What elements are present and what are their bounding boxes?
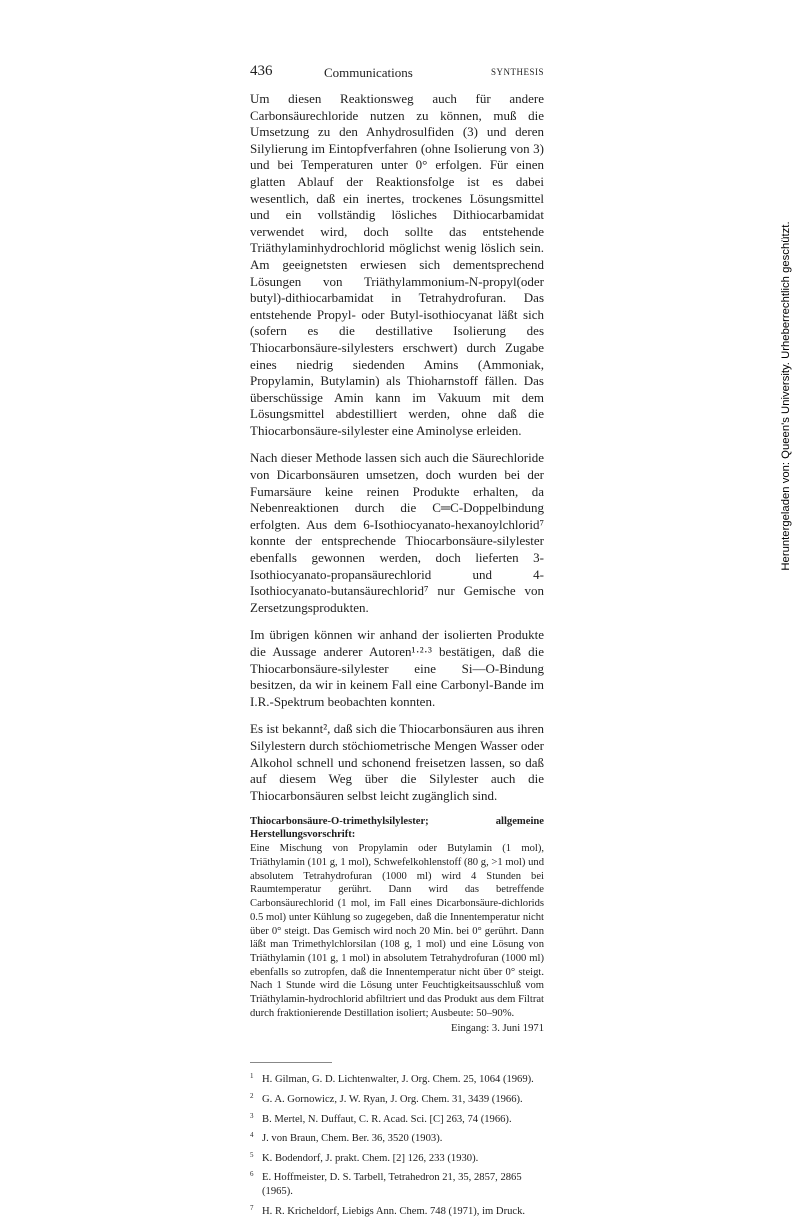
journal-name: SYNTHESIS bbox=[490, 67, 544, 77]
reference-number: 3 bbox=[250, 1111, 254, 1120]
procedure-text: Eine Mischung von Propylamin oder Butylamin (1 mol), Triäthylamin (101 g, 1 mol), Schwefelkohlenstoff (80 g, >1 mol) und absolutem Tetrahydrofuran (1000 ml) wird 4 Stunden bei Raumtemperatur gerührt. Dann wird das betreffende Carbonsäurechlorid (1 mol, im Fall eines Dicarbonsäure-dichlorids 0.5 mol) unter Kühlung so zugegeben, daß die Innentemperatur nicht über 0° steigt. Das Gemisch wird noch 20 Min. bei 0° gerührt. Dann läßt man Trimethylchlorsilan (108 g, 1 mol) und eine Lösung von Triäthylamin (101 g, 1 mol) in absolutem Tetrahydrofuran (1000 ml) ebenfalls so zutropfen, daß die Innentemperatur nicht über 0° steigt. Nach 1 Stunde wird die Lösung unter Feuchtigkeitsausschluß vom Triäthylamin-hydrochlorid abfiltriert und das Produkt aus dem Filtrat durch fraktionierende Destillation isoliert; Ausbeute: 50–90%. bbox=[250, 843, 544, 1019]
reference-text: G. A. Gornowicz, J. W. Ryan, J. Org. Chem. 31, 3439 (1966). bbox=[262, 1094, 523, 1106]
reference-text: E. Hoffmeister, D. S. Tarbell, Tetrahedron 21, 35, 2857, 2865 (1965). bbox=[262, 1172, 522, 1198]
reference-item bbox=[250, 1090, 544, 1107]
page-number: 436 bbox=[250, 63, 273, 79]
reference-item bbox=[250, 1129, 544, 1146]
receipt-date: Eingang: 3. Juni 1971 bbox=[451, 1023, 544, 1035]
reference-item bbox=[250, 1168, 544, 1198]
paragraph-2: Nach dieser Methode lassen sich auch die Säurechloride von Dicarbonsäuren umsetzen, doch wurden bei der Fumarsäure keine reinen Produkte erhalten, da Nebenreaktionen durch die C═C-Doppelbindung erfolgten. Aus dem 6-Isothiocyanato-hexanoylchlorid⁷ konnte der entsprechende Thiocarbonsäure-silylester ebenfalls gewonnen werden, doch lieferten 3-Isothiocyanato-propansäurechlorid und 4-Isothiocyanato-butansäurechlorid⁷ nur Gemische von Zersetzungsprodukten. bbox=[250, 450, 544, 615]
download-watermark: Heruntergeladen von: Queen's University. Urheberrechtlich geschützt. bbox=[780, 221, 792, 571]
reference-number: 7 bbox=[250, 1203, 254, 1212]
procedure-title: Thiocarbonsäure-O-trimethylsilylester; allgemeine Herstellungsvorschrift: bbox=[250, 816, 544, 841]
reference-item bbox=[250, 1110, 544, 1127]
reference-item bbox=[250, 1202, 544, 1219]
reference-text: J. von Braun, Chem. Ber. 36, 3520 (1903). bbox=[262, 1133, 443, 1145]
reference-text: H. R. Kricheldorf, Liebigs Ann. Chem. 748 (1971), im Druck. bbox=[262, 1205, 526, 1217]
text-column bbox=[250, 91, 544, 1221]
paragraph-4: Es ist bekannt², daß sich die Thiocarbonsäuren aus ihren Silylestern durch stöchiometrische Mengen Wasser oder Alkohol schnell und schonend freisetzen lassen, so daß auf diesem Weg über die Silylester auch die Thiocarbonsäuren selbst leicht zugänglich sind. bbox=[250, 721, 544, 803]
paragraph-1: Um diesen Reaktionsweg auch für andere Carbonsäurechloride nutzen zu können, muß die Umsetzung zu den Anhydrosulfiden (3) und deren Silylierung im Eintopfverfahren (ohne Isolierung von 3) und bei Temperaturen unter 0° erfolgen. Für einen glatten Ablauf der Reaktionsfolge ist es dabei wesentlich, daß ein inertes, trockenes Lösungsmittel und ein vollständig lösliches Dithiocarbamidat verwendet wird, doch sollte das entstehende Triäthylaminhydrochlorid möglichst wenig löslich sein. Am geeignetsten erwiesen sich dementsprechend Lösungen von Triäthylammonium-N-propyl(oder butyl)-dithiocarbamidat in Tetrahydrofuran. Das entstehende Propyl- oder Butyl-isothiocyanat läßt sich (sofern es die destillative Isolierung des Thiocarbonsäure-silylesters erschwert) durch Zugabe eines niedrig siedenden Amins (Ammoniak, Propylamin, Butylamin) als Thioharnstoff fällen. Das überschüssige Amin kann im Vakuum mit dem Lösungsmittel abdestilliert werden, ohne daß die Thiocarbonsäure-silylester eine Aminolyse erleiden. bbox=[250, 91, 544, 438]
reference-list bbox=[250, 1070, 544, 1218]
reference-number: 6 bbox=[250, 1170, 254, 1179]
section-title: Communications bbox=[324, 65, 413, 80]
reference-number: 1 bbox=[250, 1072, 254, 1081]
reference-text: H. Gilman, G. D. Lichtenwalter, J. Org. Chem. 25, 1064 (1969). bbox=[262, 1074, 534, 1086]
reference-text: K. Bodendorf, J. prakt. Chem. [2] 126, 233 (1930). bbox=[262, 1152, 479, 1164]
reference-item bbox=[250, 1149, 544, 1166]
footnote-divider bbox=[250, 1062, 332, 1063]
reference-text: B. Mertel, N. Duffaut, C. R. Acad. Sci. [C] 263, 74 (1966). bbox=[262, 1113, 512, 1125]
reference-number: 4 bbox=[250, 1131, 254, 1140]
reference-number: 2 bbox=[250, 1092, 254, 1101]
paragraph-3: Im übrigen können wir anhand der isolierten Produkte die Aussage anderer Autoren¹·²·³ bestätigen, daß die Thiocarbonsäure-silylester eine Si—O-Bindung besitzen, da wir in keinem Fall eine Carbonyl-Bande im I.R.-Spektrum beobachten konnten. bbox=[250, 627, 544, 709]
reference-number: 5 bbox=[250, 1150, 254, 1159]
page-header bbox=[250, 63, 544, 83]
reference-item bbox=[250, 1070, 544, 1087]
